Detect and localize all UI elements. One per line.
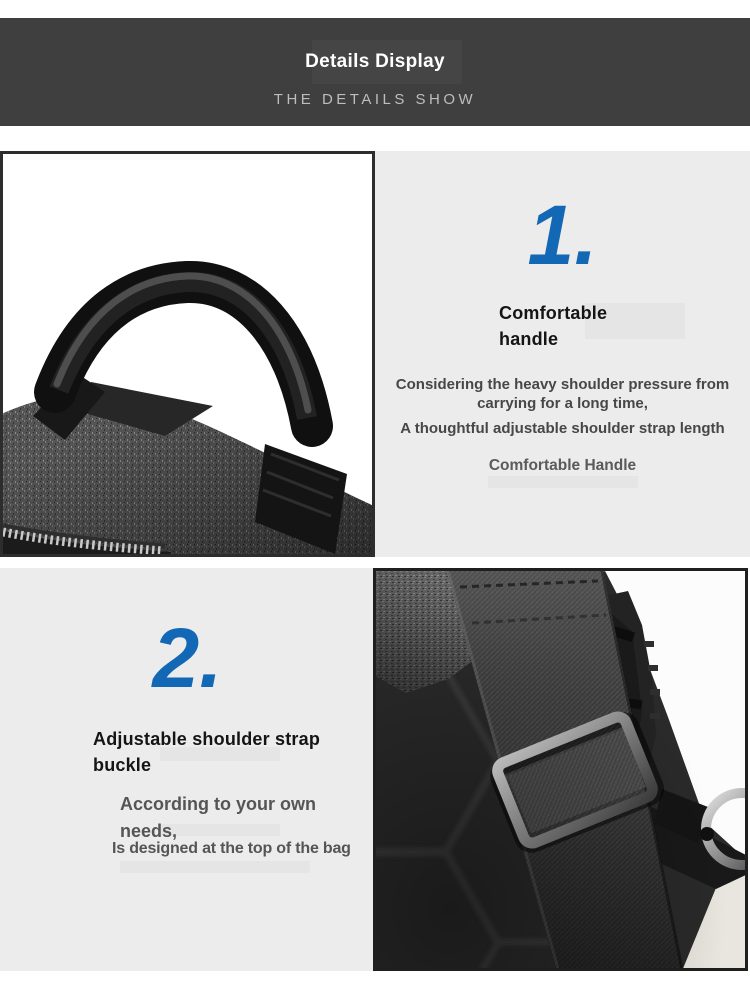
section-number-2: 2. — [152, 611, 223, 705]
section-1-paragraph-1 — [390, 375, 735, 413]
handle-text-panel — [375, 151, 750, 557]
buckle-text-panel — [0, 568, 375, 971]
header-title: Details Display — [305, 51, 445, 72]
strap-buckle-photo — [373, 568, 748, 971]
section-1-paragraph-2: A thoughtful adjustable shoulder strap length — [400, 420, 725, 437]
section-number-1: 1. — [527, 188, 598, 282]
section-2-paragraph-1: According to your own needs, — [120, 794, 316, 841]
section-2-heading: Adjustable shoulder strap buckle — [93, 729, 321, 775]
section-comfortable-handle — [0, 151, 750, 557]
bag-handle-illustration — [3, 154, 372, 554]
section-1-heading: Comfortable handle — [499, 303, 608, 349]
watermark-artifact — [120, 861, 310, 873]
details-header — [0, 18, 750, 126]
strap-buckle-illustration — [376, 571, 745, 968]
bag-handle-photo — [0, 151, 375, 557]
section-strap-buckle — [0, 568, 750, 971]
section-2-paragraph-2: Is designed at the top of the bag — [112, 840, 351, 857]
header-subtitle: THE DETAILS SHOW — [273, 91, 477, 108]
section-1-paragraph-1-text: Considering the heavy shoulder pressure from carrying for a long time, — [395, 376, 730, 412]
section-1-paragraph-3: Comfortable Handle — [488, 457, 637, 474]
watermark-artifact — [488, 476, 638, 488]
